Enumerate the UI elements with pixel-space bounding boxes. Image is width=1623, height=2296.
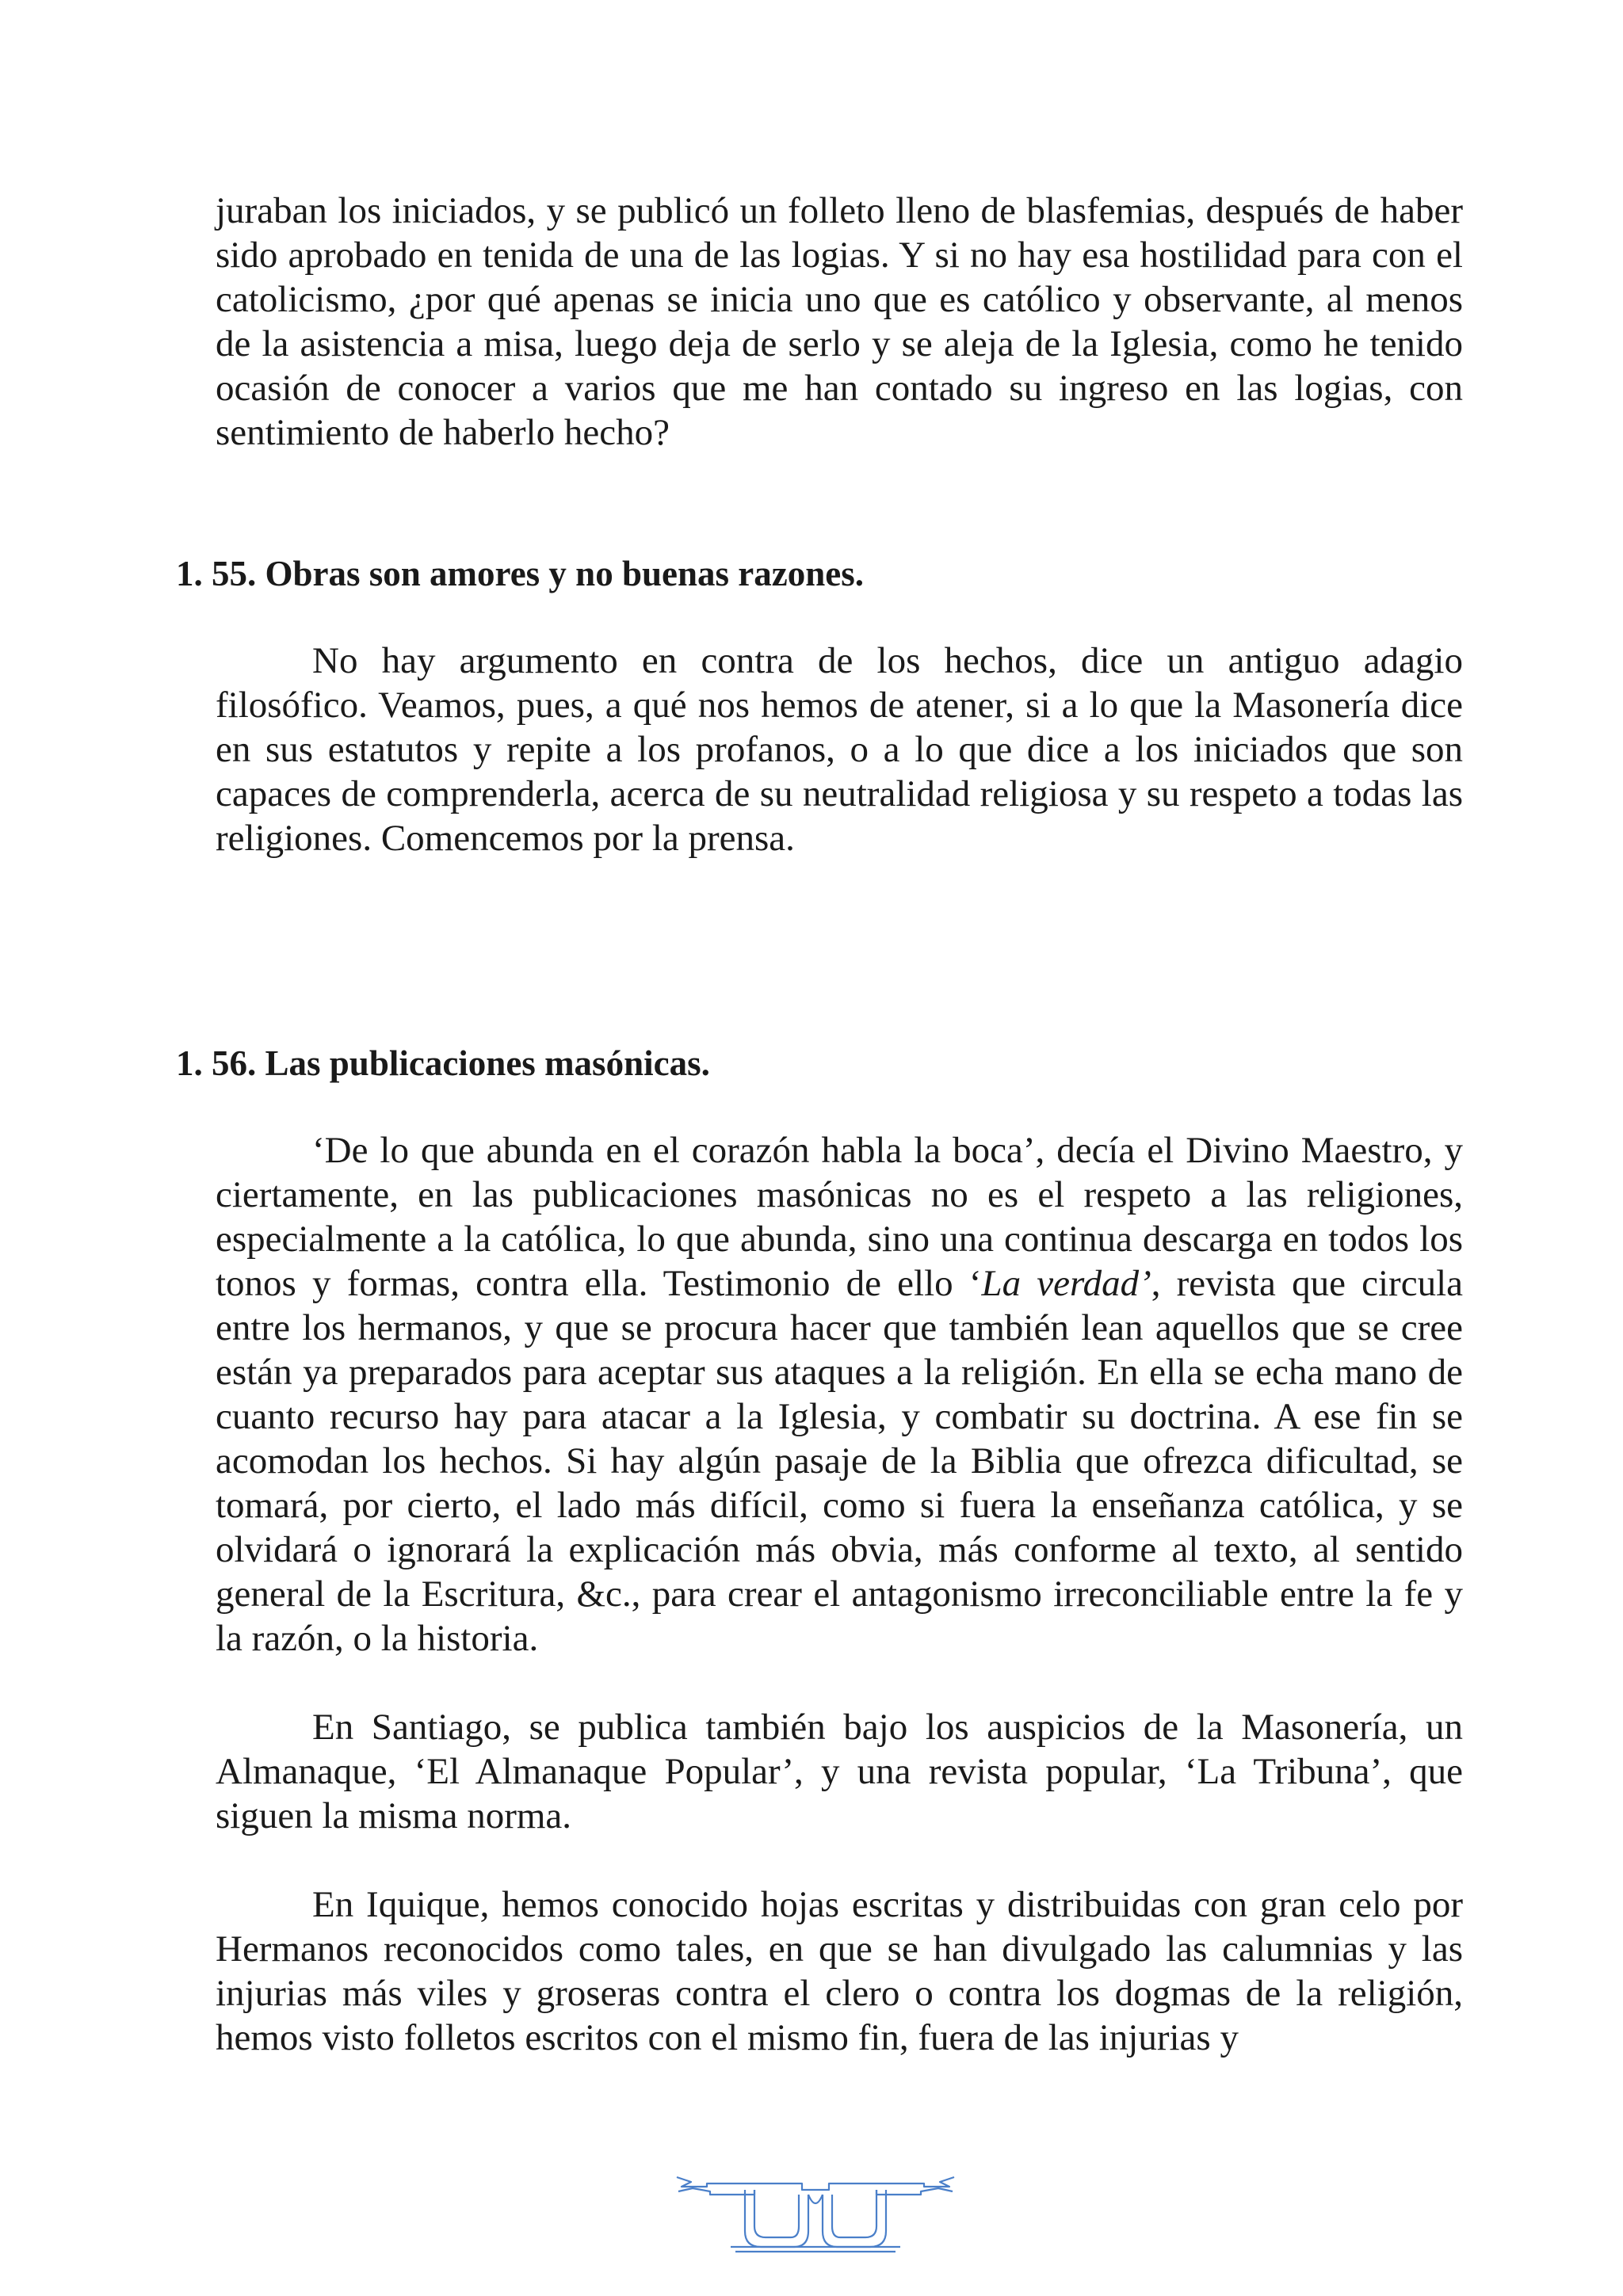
spacer: [216, 1838, 1463, 1882]
paragraph-text: , revista que circula entre los hermanos, y que se procura hacer que también lean aquellos que se cree están ya preparados para aceptar sus ataques a la religión. En ella se echa mano de cuanto recurso hay para atacar a la Iglesia, y combatir su doctrina. A ese fin se acomodan los hechos. Si hay algún pasaje de la Biblia que ofrezca dificultad, se tomará, por cierto, el lado más difícil, como si fuera la enseñanza católica, y se olvidará o ignorará la explicación más obvia, más conforme al texto, al sentido general de la Escritura, &c., para crear el antagonismo irreconciliable entre la fe y la razón, o la historia.: [216, 1263, 1463, 1659]
section-55-paragraph: No hay argumento en contra de los hechos, dice un antiguo adagio filosófico. Veamos, pues, a qué nos hemos de atener, si a lo que la Masonería dice en sus estatutos y repite a los profanos, o a lo que dice a los iniciados que son capaces de comprenderla, acerca de su neutralidad religiosa y su respeto a todas las religiones. Comencemos por la prensa.: [216, 640, 1463, 859]
section-56-paragraph-1: [216, 1128, 1463, 1661]
section-heading-56: 1. 56. Las publicaciones masónicas.: [176, 1043, 710, 1083]
intro-paragraph: juraban los iniciados, y se publicó un folleto lleno de blasfemias, después de haber sido aprobado en tenida de una de las logias. Y si no hay esa hostilidad para con el catolicismo, ¿por qué apenas se inicia uno que es católico y observante, al menos de la asistencia a misa, luego deja de serlo y se aleja de la Iglesia, como he tenido ocasión de conocer a varios que me han contado su ingreso en las logias, con sentimiento de haberlo hecho?: [216, 190, 1463, 453]
spacer: [216, 455, 1463, 551]
spacer: [216, 596, 1463, 639]
paragraph-text: ‘De lo que abunda en el corazón habla la boca’, decía el Divino Maestro, y ciertamente, en las publicaciones masónicas no es el respeto a las religiones, especialmente a la católica, lo que abunda, sino una continua descarga en todos los tonos y formas, contra ella. Testimonio de ello ‘: [216, 1130, 1463, 1304]
spacer: [216, 1661, 1463, 1705]
italic-title: La verdad’: [981, 1263, 1151, 1304]
section-56-paragraph-2: En Santiago, se publica también bajo los auspicios de la Masonería, un Almanaque, ‘El Almanaque Popular’, y una revista popular, ‘La Tribuna’, que siguen la misma norma.: [216, 1707, 1463, 1836]
spacer: [216, 860, 1463, 1041]
spacer: [216, 1085, 1463, 1128]
section-56-paragraph-3: En Iquique, hemos conocido hojas escritas y distribuidas con gran celo por Hermanos reconocidos como tales, en que se han divulgado las calumnias y las injurias más viles y groseras contra el clero o contra los dogmas de la religión, hemos visto folletos escritos con el mismo fin, fuera de las injurias y: [216, 1884, 1463, 2058]
document-page: [176, 189, 1463, 2060]
scroll-ornament-icon: [675, 2171, 956, 2253]
section-heading-55: 1. 55. Obras son amores y no buenas razones.: [176, 554, 864, 593]
